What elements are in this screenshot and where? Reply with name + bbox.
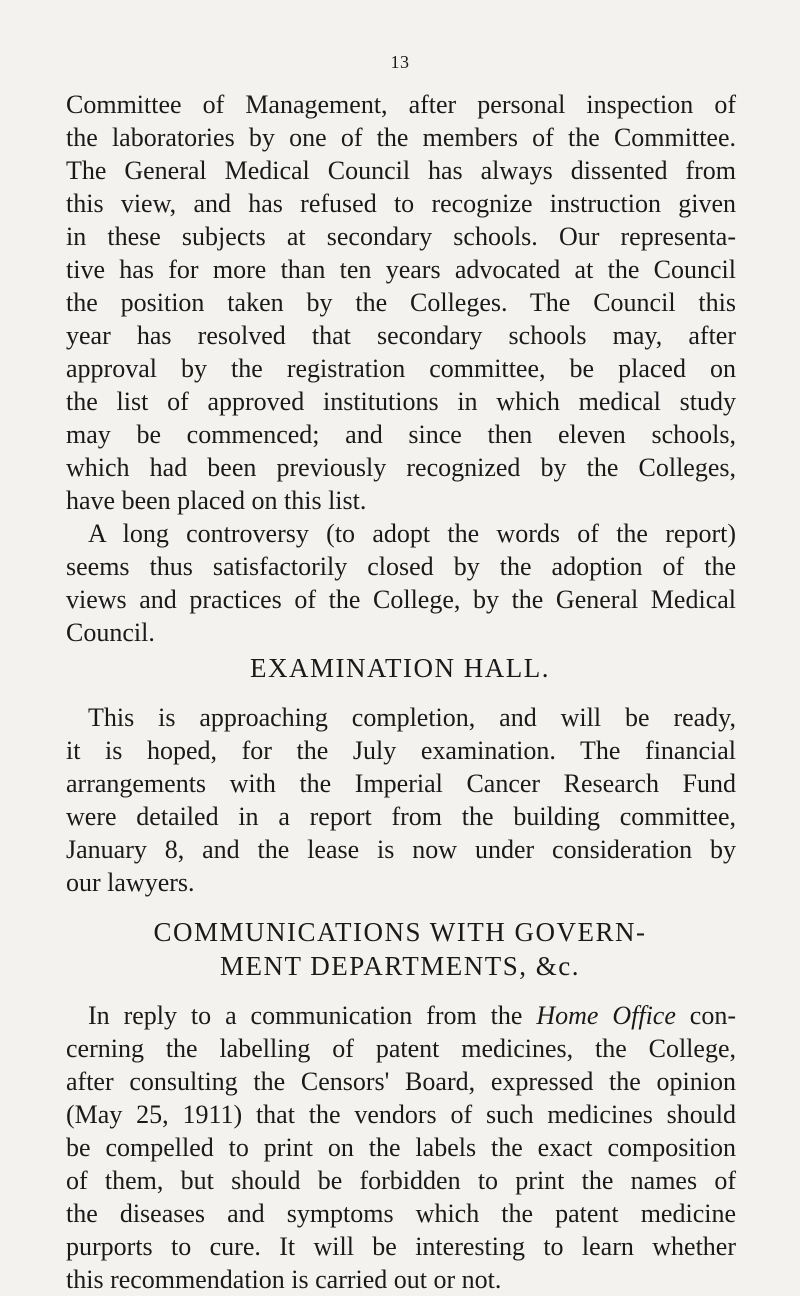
text-line: this recommendation is carried out or not. — [66, 1265, 502, 1294]
text-line: Council. — [66, 618, 155, 647]
text-line: cerning the labelling of patent medicines, the College, — [66, 1034, 736, 1063]
heading-line: EXAMINATION HALL. — [250, 653, 550, 683]
text-line — [66, 999, 736, 1032]
paragraph-examination-hall — [66, 701, 736, 899]
text-line: it is hoped, for the July examination. The financial — [66, 736, 736, 765]
text-line: A long controversy (to adopt the words of the report) — [88, 519, 736, 548]
text-line: The General Medical Council has always dissented from — [66, 156, 736, 185]
text-line: have been placed on this list. — [66, 486, 367, 515]
text-line: the diseases and symptoms which the patent medicine — [66, 1199, 736, 1228]
text-line: seems thus satisfactorily closed by the adoption of the — [66, 552, 736, 581]
heading-line: MENT DEPARTMENTS, &c. — [220, 951, 580, 981]
text-line: the position taken by the Colleges. The Council this — [66, 288, 736, 317]
text-line: purports to cure. It will be interesting to learn whether — [66, 1232, 736, 1261]
paragraph-home-office — [66, 999, 736, 1296]
text-line: arrangements with the Imperial Cancer Research Fund — [66, 769, 736, 798]
text-line: This is approaching completion, and will be ready, — [88, 703, 736, 732]
text-line: views and practices of the College, by the General Medical — [66, 585, 736, 614]
text-line: which had been previously recognized by the Colleges, — [66, 453, 736, 482]
text-fragment: con- — [675, 1001, 736, 1030]
text-line: in these subjects at secondary schools. Our representa- — [66, 222, 736, 251]
page-number: 13 — [390, 52, 410, 72]
text-fragment: In reply to a communication from the — [88, 1001, 537, 1030]
text-line: year has resolved that secondary schools may, after — [66, 321, 736, 350]
paragraph-committee-council — [66, 88, 736, 649]
text-line: our lawyers. — [66, 868, 195, 897]
text-line: January 8, and the lease is now under consideration by — [66, 835, 736, 864]
text-line: Committee of Management, after personal inspection of — [66, 90, 736, 119]
text-line: be compelled to print on the labels the exact composition — [66, 1133, 736, 1162]
section-heading-examination-hall — [0, 651, 800, 685]
text-line: of them, but should be forbidden to print the names of — [66, 1166, 736, 1195]
text-line: (May 25, 1911) that the vendors of such medicines should — [66, 1100, 736, 1129]
text-line: the laboratories by one of the members of the Committee. — [66, 123, 736, 152]
text-line: after consulting the Censors' Board, expressed the opinion — [66, 1067, 736, 1096]
text-line: the list of approved institutions in which medical study — [66, 387, 736, 416]
italic-text: Home Office — [536, 1001, 676, 1030]
text-line: approval by the registration committee, be placed on — [66, 354, 736, 383]
text-line: may be commenced; and since then eleven schools, — [66, 420, 736, 449]
text-line: were detailed in a report from the building committee, — [66, 802, 736, 831]
text-line: this view, and has refused to recognize instruction given — [66, 189, 736, 218]
section-heading-communications — [0, 915, 800, 983]
text-line: tive has for more than ten years advocated at the Council — [66, 255, 736, 284]
heading-line: COMMUNICATIONS WITH GOVERN- — [153, 917, 647, 947]
